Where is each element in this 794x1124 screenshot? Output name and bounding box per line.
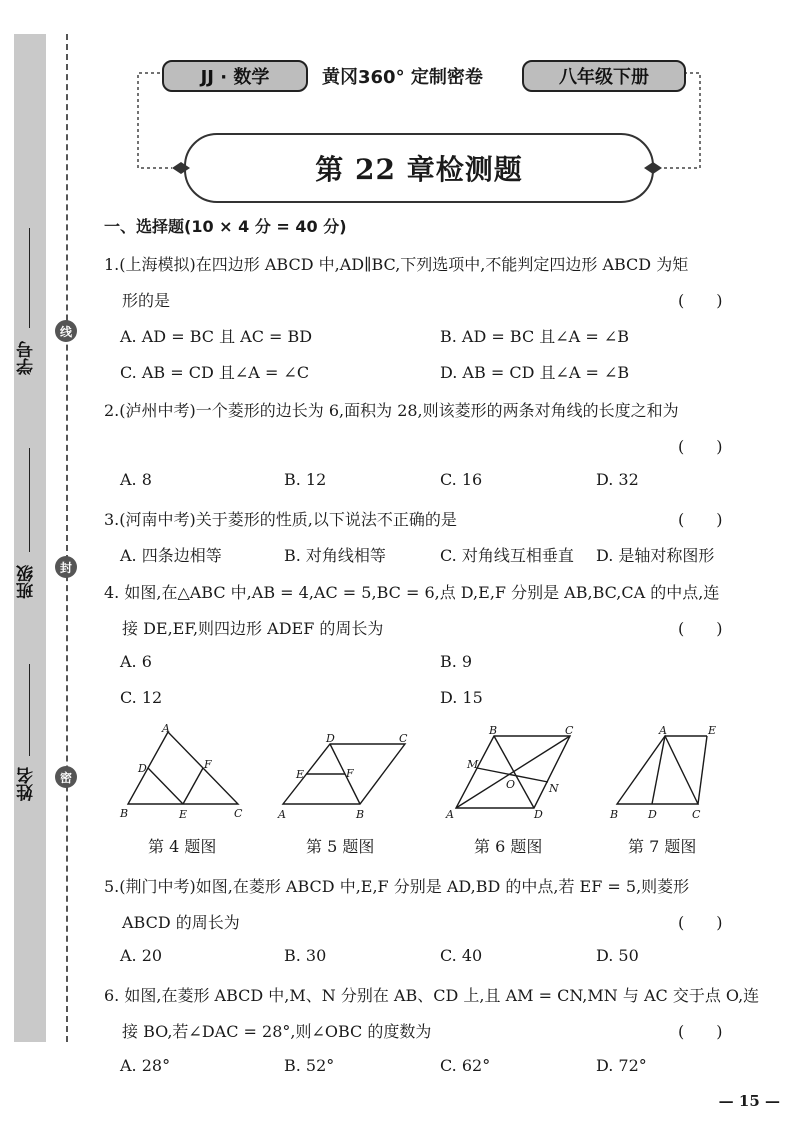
figure-6-caption: 第 6 题图 — [474, 837, 543, 856]
figure-5-caption: 第 5 题图 — [306, 837, 375, 856]
q6-answer-blank[interactable]: ( ) — [678, 1022, 723, 1041]
seal-cut-badge: 密 — [55, 766, 77, 788]
grade-pill: 八年级下册 — [522, 60, 686, 92]
class-label: 班级 — [17, 565, 37, 599]
svg-text:A: A — [162, 722, 170, 735]
class-blank[interactable] — [29, 448, 30, 552]
q1-text-line2: 形的是 — [122, 291, 171, 310]
geometry-figures — [110, 722, 750, 826]
q5-text-line2: ABCD 的周长为 — [122, 913, 240, 932]
q4-text-line1: 4. 如图,在△ABC 中,AB = 4,AC = 5,BC = 6,点 D,E,F 分别是 AB,BC,CA 的中点,连 — [104, 583, 720, 602]
svg-text:C: C — [399, 732, 408, 745]
q6-text-line1: 6. 如图,在菱形 ABCD 中,M、N 分别在 AB、CD 上,且 AM = CN,MN 与 AC 交于点 O,连 — [104, 986, 760, 1005]
q4-answer-blank[interactable]: ( ) — [678, 619, 723, 638]
svg-text:A: A — [446, 808, 454, 821]
svg-text:A: A — [278, 808, 286, 821]
q6-text-line2: 接 BO,若∠DAC = 28°,则∠OBC 的度数为 — [122, 1022, 432, 1041]
svg-text:O: O — [506, 778, 516, 791]
q4-text-line2: 接 DE,EF,则四边形 ADEF 的周长为 — [122, 619, 384, 638]
figure-5 — [277, 732, 408, 821]
q1-option-a: A. AD = BC 且 AC = BD — [120, 327, 313, 346]
q6-option-d: D. 72° — [596, 1056, 647, 1075]
q3-text-line1: 3.(河南中考)关于菱形的性质,以下说法不正确的是 — [104, 510, 457, 529]
svg-text:B: B — [120, 807, 129, 820]
figure-6 — [445, 724, 574, 821]
q3-option-c: C. 对角线互相垂直 — [440, 546, 574, 565]
figure-4 — [119, 722, 243, 821]
svg-text:D: D — [138, 762, 147, 775]
svg-text:N: N — [549, 782, 559, 795]
q6-option-a: A. 28° — [120, 1056, 171, 1075]
student-id-label: 学号 — [17, 341, 37, 375]
title-box — [184, 133, 654, 203]
q5-option-b: B. 30 — [284, 946, 327, 965]
q6-option-b: B. 52° — [284, 1056, 335, 1075]
q6-option-c: C. 62° — [440, 1056, 491, 1075]
svg-text:M: M — [467, 758, 479, 771]
svg-text:D: D — [648, 808, 657, 821]
page-number: — 15 — — [718, 1092, 780, 1110]
seal-seal-badge: 封 — [55, 556, 77, 578]
q1-answer-blank[interactable]: ( ) — [678, 291, 723, 310]
svg-text:F: F — [346, 767, 354, 780]
svg-text:D: D — [326, 732, 335, 745]
page-title: 第 22 章检测题 — [315, 153, 523, 186]
q5-option-d: D. 50 — [596, 946, 639, 965]
q1-text-line1: 1.(上海模拟)在四边形 ABCD 中,AD∥BC,下列选项中,不能判定四边形 ABCD 为矩 — [104, 255, 689, 274]
svg-text:B: B — [489, 724, 498, 737]
svg-text:D: D — [534, 808, 543, 821]
svg-text:C: C — [234, 807, 243, 820]
series-name: 黄冈360° 定制密卷 — [322, 67, 483, 88]
q1-option-d: D. AB = CD 且∠A = ∠B — [440, 363, 630, 382]
q3-answer-blank[interactable]: ( ) — [678, 510, 723, 529]
section-heading: 一、选择题(10 × 4 分 = 40 分) — [104, 217, 347, 236]
q1-option-c: C. AB = CD 且∠A = ∠C — [120, 363, 310, 382]
svg-text:E: E — [296, 768, 305, 781]
q2-option-b: B. 12 — [284, 470, 327, 489]
figure-4-caption: 第 4 题图 — [148, 837, 217, 856]
q3-option-b: B. 对角线相等 — [284, 546, 386, 565]
q4-option-a: A. 6 — [120, 652, 152, 671]
q5-option-a: A. 20 — [120, 946, 163, 965]
q3-option-d: D. 是轴对称图形 — [596, 546, 715, 565]
name-label: 姓名 — [17, 767, 37, 801]
q3-option-a: A. 四条边相等 — [120, 546, 222, 565]
q5-answer-blank[interactable]: ( ) — [678, 913, 723, 932]
svg-text:C: C — [565, 724, 574, 737]
q5-text-line1: 5.(荆门中考)如图,在菱形 ABCD 中,E,F 分别是 AD,BD 的中点,若 EF = 5,则菱形 — [104, 877, 690, 896]
svg-text:B: B — [356, 808, 365, 821]
name-blank[interactable] — [29, 664, 30, 756]
svg-text:A: A — [659, 724, 667, 737]
q4-option-b: B. 9 — [440, 652, 473, 671]
seal-line-badge: 线 — [55, 320, 77, 342]
svg-text:B: B — [610, 808, 619, 821]
q2-text-line1: 2.(泸州中考)一个菱形的边长为 6,面积为 28,则该菱形的两条对角线的长度之和为 — [104, 401, 679, 420]
q2-option-c: C. 16 — [440, 470, 483, 489]
student-id-blank[interactable] — [29, 228, 30, 328]
svg-text:C: C — [692, 808, 701, 821]
q2-option-a: A. 8 — [120, 470, 152, 489]
q5-option-c: C. 40 — [440, 946, 483, 965]
q1-option-b: B. AD = BC 且∠A = ∠B — [440, 327, 629, 346]
q4-option-d: D. 15 — [440, 688, 483, 707]
svg-text:E: E — [708, 724, 717, 737]
q4-option-c: C. 12 — [120, 688, 163, 707]
svg-text:E: E — [179, 808, 188, 821]
svg-text:F: F — [204, 758, 212, 771]
q2-option-d: D. 32 — [596, 470, 639, 489]
q2-answer-blank[interactable]: ( ) — [678, 437, 723, 456]
subject-pill: JJ · 数学 — [162, 60, 308, 92]
figure-7-caption: 第 7 题图 — [628, 837, 697, 856]
figure-7 — [609, 724, 716, 821]
